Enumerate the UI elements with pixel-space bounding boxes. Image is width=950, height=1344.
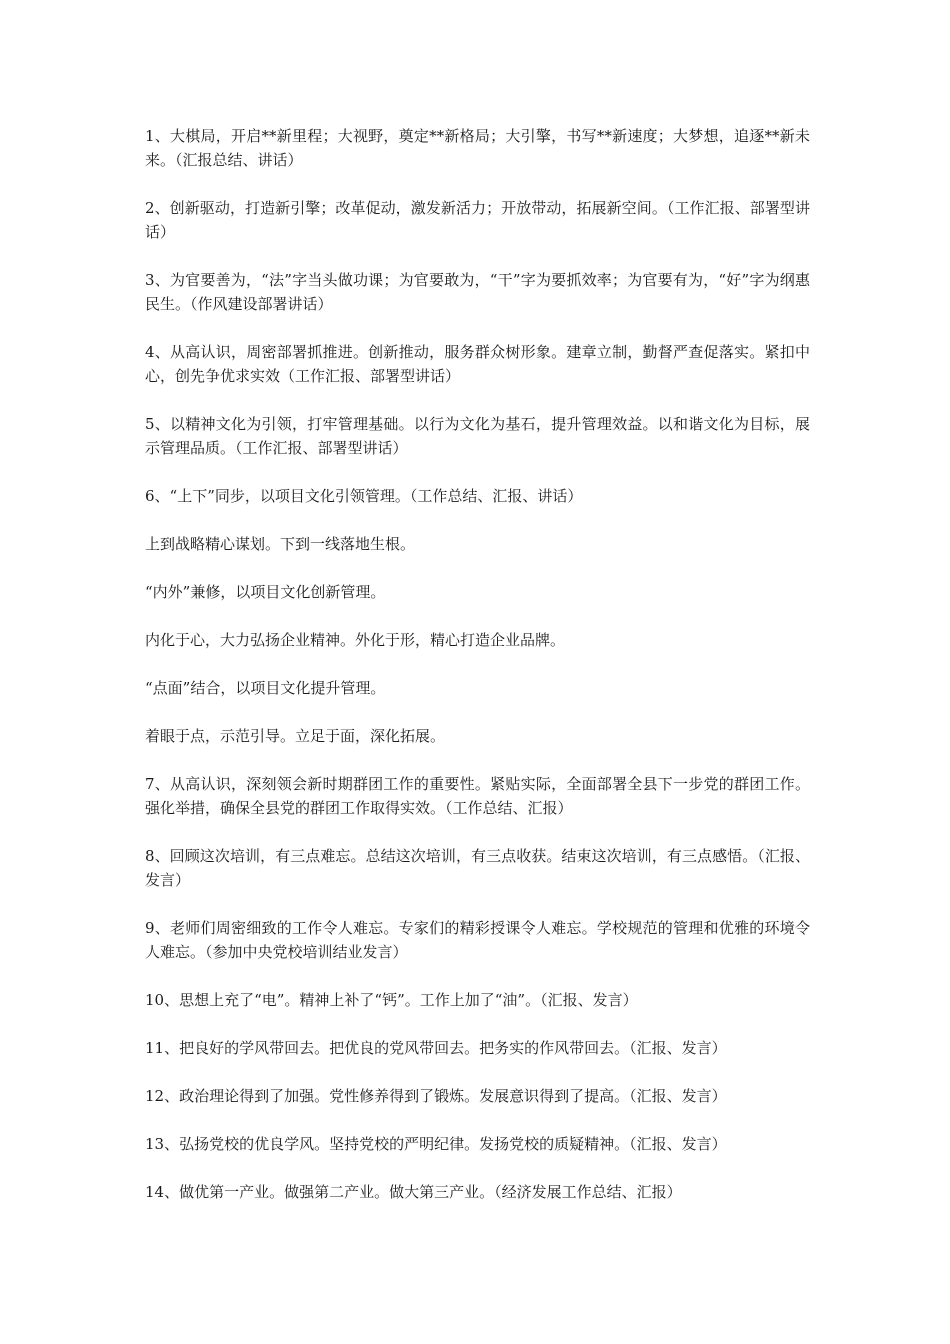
- paragraph-8: 8、回顾这次培训，有三点难忘。总结这次培训，有三点收获。结束这次培训，有三点感悟。（汇报、发言）: [145, 847, 810, 889]
- paragraph-3: 3、为官要善为，“法”字当头做功课；为官要敢为，“干”字为要抓效率；为官要有为，“好”字为纲惠民生。（作风建设部署讲话）: [145, 271, 810, 313]
- paragraph-5: 5、以精神文化为引领，打牢管理基础。以行为文化为基石，提升管理效益。以和谐文化为目标，展示管理品质。（工作汇报、部署型讲话）: [145, 415, 810, 457]
- paragraph-6-line-2: “内外”兼修，以项目文化创新管理。: [145, 583, 386, 601]
- paragraph-10: 10、思想上充了“电”。精神上补了“钙”。工作上加了“油”。（汇报、发言）: [145, 991, 638, 1009]
- paragraph-12: 12、政治理论得到了加强。党性修养得到了锻炼。发展意识得到了提高。（汇报、发言）: [145, 1087, 727, 1105]
- paragraph-7: 7、从高认识，深刻领会新时期群团工作的重要性。紧贴实际，全面部署全县下一步党的群团工作。强化举措，确保全县党的群团工作取得实效。（工作总结、汇报）: [145, 775, 810, 817]
- paragraph-11: 11、把良好的学风带回去。把优良的党风带回去。把务实的作风带回去。（汇报、发言）: [145, 1039, 727, 1057]
- paragraph-6-line-3: 内化于心，大力弘扬企业精神。外化于形，精心打造企业品牌。: [145, 631, 566, 649]
- paragraph-6-line-1: 上到战略精心谋划。下到一线落地生根。: [145, 535, 416, 553]
- paragraph-4: 4、从高认识，周密部署抓推进。创新推动，服务群众树形象。建章立制，勤督严查促落实。紧扣中心，创先争优求实效（工作汇报、部署型讲话）: [145, 343, 810, 385]
- paragraph-6-line-4: “点面”结合，以项目文化提升管理。: [145, 679, 386, 697]
- paragraph-6-line-5: 着眼于点，示范引导。立足于面，深化拓展。: [145, 727, 446, 745]
- paragraph-1: 1、大棋局，开启**新里程；大视野，奠定**新格局；大引擎，书写**新速度；大梦想，追逐**新未来。（汇报总结、讲话）: [145, 127, 810, 169]
- paragraph-6: 6、“上下”同步，以项目文化引领管理。（工作总结、汇报、讲话）: [145, 487, 583, 505]
- paragraph-14: 14、做优第一产业。做强第二产业。做大第三产业。（经济发展工作总结、汇报）: [145, 1183, 682, 1201]
- paragraph-2: 2、创新驱动，打造新引擎；改革促动，激发新活力；开放带动，拓展新空间。（工作汇报、部署型讲话）: [145, 199, 810, 241]
- document-body: [145, 124, 810, 1228]
- paragraph-9: 9、老师们周密细致的工作令人难忘。专家们的精彩授课令人难忘。学校规范的管理和优雅的环境令人难忘。（参加中央党校培训结业发言）: [145, 919, 810, 961]
- paragraph-13: 13、弘扬党校的优良学风。坚持党校的严明纪律。发扬党校的质疑精神。（汇报、发言）: [145, 1135, 727, 1153]
